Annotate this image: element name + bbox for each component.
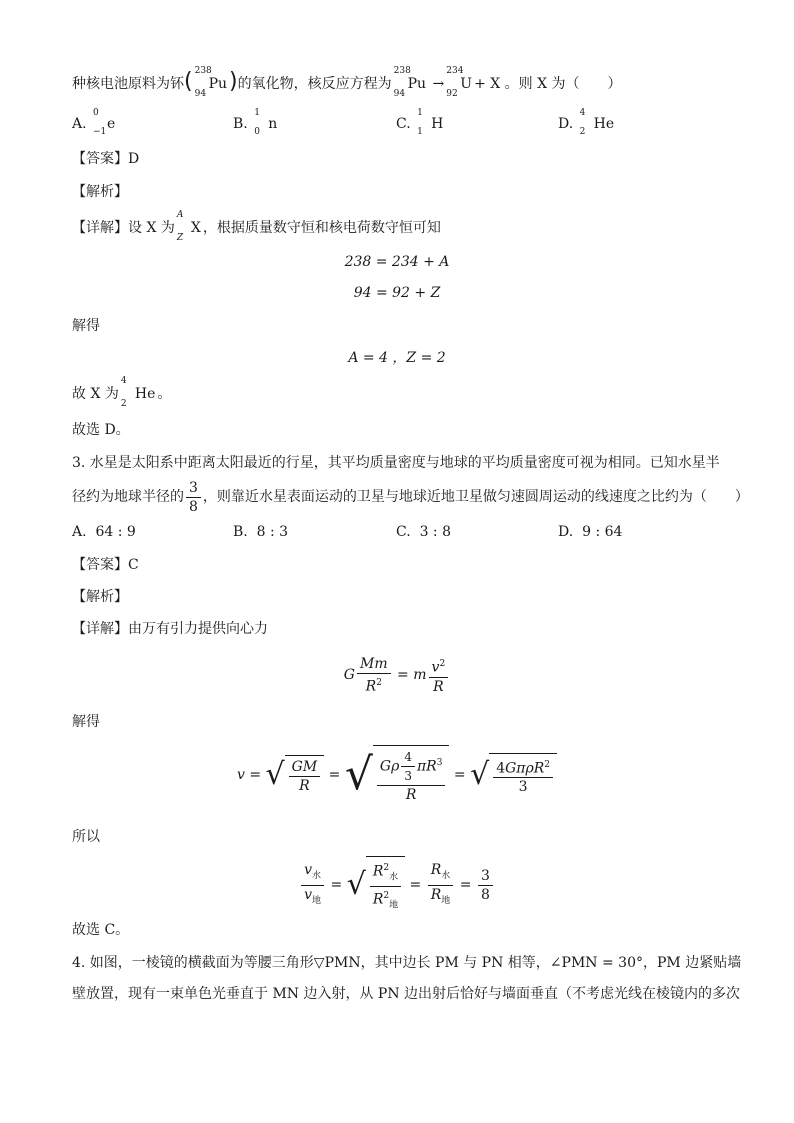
- arrow-icon: →: [432, 76, 445, 92]
- q3-option-a: A. 64 : 9: [72, 524, 136, 540]
- q2-option-a: A. 0 −1 e: [72, 108, 116, 137]
- q3-option-c: C. 3 : 8: [396, 524, 452, 540]
- q2-solve: 解得: [72, 318, 100, 334]
- q2-eq1: 238 = 234 + A: [344, 254, 450, 270]
- q2-analysis-tag: 【解析】: [72, 184, 128, 200]
- u-nuclide: 234 92 U: [446, 66, 473, 99]
- q3-stem-line1: 3. 水星是太阳系中距离太阳最近的行星，其平均质量密度与地球的平均质量密度可视为相同。已知水星半: [72, 455, 720, 471]
- q2-option-d: D. 4 2 He: [558, 108, 615, 137]
- q2-eq3: A = 4 ，Z = 2: [348, 350, 446, 366]
- q4-stem-line2: 壁放置，现有一束单色光垂直于 MN 边入射，从 PN 边出射后恰好与墙面垂直（不考虑光线在棱镜内的多次: [72, 986, 741, 1002]
- right-paren: ): [229, 69, 238, 94]
- q3-option-b: B. 8 : 3: [233, 524, 289, 540]
- q3-stem-line2: 径约为地球半径的 $\frac{3}{8}$ ，则靠近水星表面运动的卫星与地球近地卫星做匀速圆周运动的线速度之比约为（ ）: [72, 479, 749, 515]
- gravity-formula: G $\frac{Mm}{R^2}$ = m $\frac{v^2}{R}$: [0, 655, 794, 696]
- q2-answer: 【答案】D: [72, 151, 140, 167]
- q2-detail: 【详解】设 X 为 A Z X ，根据质量数守恒和核电荷数守恒可知: [72, 210, 441, 243]
- q3-answer: 【答案】C: [72, 557, 139, 573]
- q3-detail: 【详解】由万有引力提供向心力: [72, 621, 268, 637]
- left-paren: (: [184, 69, 193, 94]
- q3-analysis-tag: 【解析】: [72, 589, 128, 605]
- pu-nuclide: 238 94 Pu: [194, 66, 228, 99]
- q2-eq2: 94 = 92 + Z: [353, 285, 441, 301]
- ratio-formula: $\frac{v_水}{v_地}$ = √ $\frac{R^2_水}{R^2_地}$ = $\frac{R_水}{R_地}$ = $\frac{3}{8}$: [0, 856, 794, 915]
- q2-stem: 种核电池原料为钚( 238 94 Pu)的氧化物，核反应方程为 238 94 Pu → 234 92 U + X 。则 X 为（ ）: [72, 66, 622, 99]
- q4-stem-line1: 4. 如图，一棱镜的横截面为等腰三角形▽PMN，其中边长 PM 与 PN 相等，∠PMN = 30°，PM 边紧贴墙: [72, 955, 742, 971]
- q3-option-d: D. 9 : 64: [558, 524, 623, 540]
- q3-solve: 解得: [72, 714, 100, 730]
- q2-choose: 故选 D。: [72, 422, 130, 438]
- q2-option-b: B. 1 0 n: [233, 108, 278, 137]
- q3-so: 所以: [72, 829, 100, 845]
- q3-fraction: $\frac{3}{8}$: [186, 479, 201, 516]
- pu-nuclide-eq: 238 94 Pu: [393, 66, 427, 99]
- velocity-formula: v = √ $\frac{GM}{R}$ = √ Gρ $\frac{4}{3}$ $\pi R^3$ R = √ $\frac{4G\pi\rho R^2}{3}$: [0, 745, 794, 804]
- q2-conclude: 故 X 为 4 2 He 。: [72, 376, 172, 409]
- q3-choose: 故选 C。: [72, 922, 130, 938]
- q2-option-c: C. 1 1 H: [396, 108, 444, 137]
